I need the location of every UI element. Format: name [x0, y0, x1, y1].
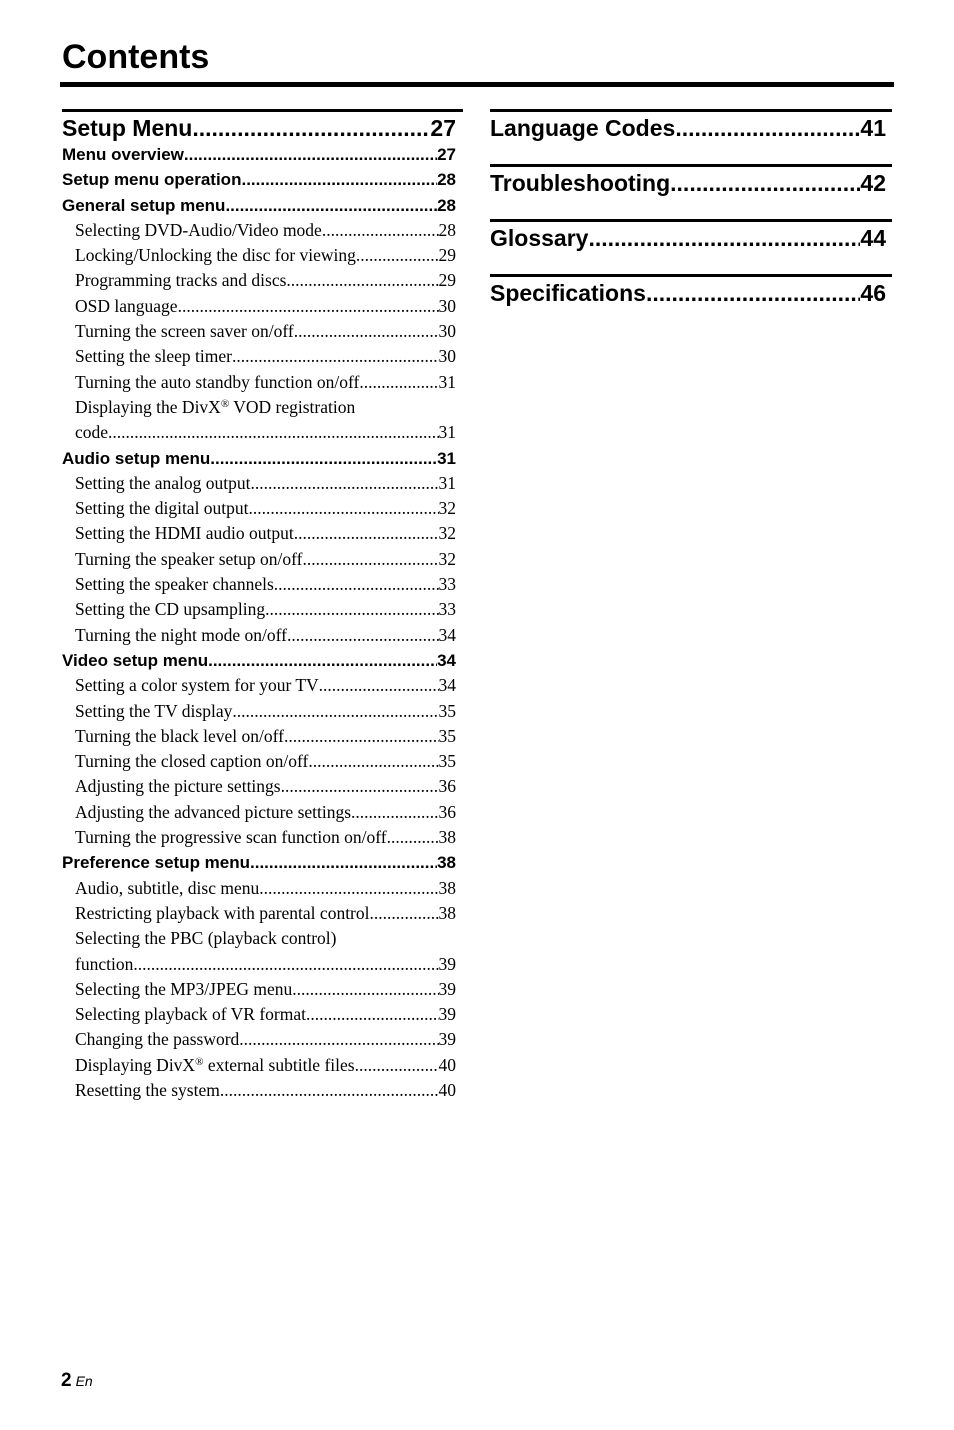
- toc-page: 38: [438, 827, 456, 848]
- toc-label: Restricting playback with parental control: [75, 902, 370, 923]
- leader-dots: [250, 471, 438, 496]
- toc-section-block: [490, 274, 886, 329]
- toc-label: Setting the analog output: [75, 472, 251, 493]
- toc-label: Troubleshooting: [490, 170, 671, 196]
- toc-subsection[interactable]: [62, 446, 456, 471]
- leader-dots: [232, 344, 439, 369]
- toc-page: 27: [430, 115, 456, 141]
- toc-page: 28: [437, 170, 456, 190]
- leader-dots: [108, 420, 438, 445]
- registered-mark: ®: [195, 1055, 204, 1068]
- toc-page: 32: [438, 498, 456, 519]
- toc-entry[interactable]: [62, 876, 456, 901]
- toc-label: Setup Menu: [62, 115, 193, 141]
- toc-entry[interactable]: [62, 294, 456, 319]
- toc-page: 39: [438, 1029, 456, 1050]
- leader-dots: [241, 167, 437, 192]
- toc-label: Adjusting the advanced picture settings: [75, 801, 352, 822]
- toc-page: 38: [438, 902, 456, 923]
- toc-entry[interactable]: [62, 673, 456, 698]
- toc-entry[interactable]: [62, 521, 456, 546]
- toc-entry[interactable]: [62, 547, 456, 572]
- toc-label: Adjusting the picture settings: [75, 776, 281, 797]
- toc-page: 34: [438, 675, 456, 696]
- leader-dots: [308, 749, 438, 774]
- toc-entry[interactable]: [62, 952, 456, 977]
- toc-label: Selecting playback of VR format: [75, 1004, 307, 1025]
- toc-label: Turning the closed caption on/off: [75, 751, 309, 772]
- toc-label: Setup menu operation: [62, 170, 242, 190]
- leader-dots: [178, 294, 439, 319]
- toc-label: Turning the black level on/off: [75, 725, 285, 746]
- leader-dots: [588, 224, 860, 252]
- section-divider: [62, 109, 463, 112]
- toc-label: Turning the screen saver on/off: [75, 321, 294, 342]
- toc-subsection[interactable]: [62, 142, 456, 167]
- toc-label: Audio setup menu: [62, 448, 211, 468]
- leader-dots: [356, 243, 439, 268]
- toc-section-block: [490, 164, 886, 219]
- toc-label: Language Codes: [490, 115, 676, 141]
- leader-dots: [249, 496, 439, 521]
- leader-dots: [646, 279, 860, 307]
- language-code: En: [75, 1373, 93, 1389]
- toc-page: 38: [437, 853, 456, 873]
- leader-dots: [225, 193, 437, 218]
- toc-entry[interactable]: [62, 623, 456, 648]
- toc-label: OSD language: [75, 295, 178, 316]
- toc-section-troubleshooting[interactable]: [490, 169, 886, 197]
- page-footer: [61, 1370, 93, 1392]
- toc-entry[interactable]: [62, 901, 456, 926]
- toc-label: Turning the night mode on/off: [75, 624, 287, 645]
- leader-dots: [294, 521, 439, 546]
- leader-dots: [319, 673, 439, 698]
- toc-page: 42: [860, 170, 886, 196]
- toc-label: Setting the speaker channels: [75, 574, 274, 595]
- toc-page: 41: [860, 115, 886, 141]
- toc-page: 31: [437, 448, 456, 468]
- toc-label: Setting the TV display: [75, 700, 233, 721]
- toc-entry[interactable]: [62, 319, 456, 344]
- toc-entry[interactable]: [62, 1078, 456, 1103]
- toc-page: 30: [438, 346, 456, 367]
- toc-entry[interactable]: [62, 471, 456, 496]
- page-number: 2: [61, 1370, 72, 1391]
- toc-label: Setting the CD upsampling: [75, 599, 266, 620]
- registered-mark: ®: [220, 397, 230, 410]
- section-divider: [490, 109, 892, 112]
- toc-label: Selecting the MP3/JPEG menu: [75, 978, 293, 999]
- leader-dots: [239, 1027, 438, 1052]
- toc-entry[interactable]: [62, 420, 456, 445]
- toc-section-setup-menu[interactable]: [62, 114, 456, 142]
- toc-page: 33: [438, 574, 456, 595]
- toc-entry[interactable]: [62, 218, 456, 243]
- toc-label-part: external subtitle files: [203, 1054, 355, 1075]
- toc-entry-line[interactable]: [62, 395, 456, 420]
- toc-label: Turning the progressive scan function on/off: [75, 827, 387, 848]
- toc-label: Setting the digital output: [75, 498, 249, 519]
- toc-page: 39: [438, 1004, 456, 1025]
- toc-section-block: [490, 109, 886, 164]
- leader-dots: [287, 623, 439, 648]
- toc-page: 31: [438, 422, 456, 443]
- toc-label: Glossary: [490, 225, 589, 251]
- toc-label: VOD registration: [229, 396, 356, 417]
- section-divider: [490, 274, 892, 277]
- toc-page: 35: [438, 751, 456, 772]
- leader-dots: [322, 218, 439, 243]
- leader-dots: [284, 724, 438, 749]
- leader-dots: [359, 370, 438, 395]
- toc-section-specifications[interactable]: [490, 279, 886, 307]
- toc-page: 30: [438, 295, 456, 316]
- toc-entry[interactable]: [62, 496, 456, 521]
- toc-page: 28: [438, 219, 456, 240]
- toc-page: 36: [438, 776, 456, 797]
- leader-dots: [370, 901, 439, 926]
- toc-label: Resetting the system: [75, 1079, 220, 1100]
- toc-entry-list: [62, 142, 456, 1103]
- toc-subsection[interactable]: [62, 167, 456, 192]
- section-divider: [490, 164, 892, 167]
- toc-subsection[interactable]: [62, 850, 456, 875]
- toc-label: Preference setup menu: [62, 853, 251, 873]
- leader-dots: [192, 114, 430, 142]
- toc-entry[interactable]: [62, 800, 456, 825]
- toc-page: 39: [438, 953, 456, 974]
- toc-page: 33: [438, 599, 456, 620]
- leader-dots: [232, 699, 438, 724]
- toc-label: Video setup menu: [62, 650, 209, 670]
- toc-page: 34: [437, 650, 456, 670]
- section-divider: [490, 219, 892, 222]
- toc-page: 29: [438, 270, 456, 291]
- toc-label-part: Displaying DivX: [75, 1054, 196, 1075]
- leader-dots: [351, 800, 438, 825]
- toc-label: General setup menu: [62, 195, 226, 215]
- toc-label: code: [75, 422, 109, 443]
- leader-dots: [210, 446, 437, 471]
- toc-subsection[interactable]: [62, 648, 456, 673]
- toc-page: 36: [438, 801, 456, 822]
- toc-page: 29: [438, 245, 456, 266]
- toc-label: Locking/Unlocking the disc for viewing: [75, 245, 356, 266]
- toc-entry[interactable]: [62, 572, 456, 597]
- leader-dots: [292, 977, 438, 1002]
- toc-entry[interactable]: [62, 724, 456, 749]
- left-toc-column: [62, 109, 456, 1103]
- toc-label: [75, 1053, 355, 1078]
- leader-dots: [133, 952, 438, 977]
- toc-page: 30: [438, 321, 456, 342]
- toc-entry-line[interactable]: Selecting the PBC (playback control): [75, 928, 337, 949]
- toc-label: Programming tracks and discs: [75, 270, 287, 291]
- toc-page: 34: [438, 624, 456, 645]
- toc-page: 44: [860, 225, 886, 251]
- leader-dots: [274, 572, 439, 597]
- title-divider: [60, 82, 894, 87]
- toc-entry[interactable]: [62, 774, 456, 799]
- leader-dots: [302, 547, 438, 572]
- toc-label: Menu overview: [62, 145, 184, 164]
- leader-dots: [250, 850, 437, 875]
- toc-section-glossary[interactable]: [490, 224, 886, 252]
- toc-entry[interactable]: [62, 1027, 456, 1052]
- toc-section-block: [490, 219, 886, 274]
- leader-dots: [294, 319, 439, 344]
- toc-label: Selecting DVD-Audio/Video mode: [75, 219, 322, 240]
- leader-dots: [286, 268, 438, 293]
- toc-label: Setting the HDMI audio output: [75, 523, 294, 544]
- toc-entry[interactable]: [62, 268, 456, 293]
- toc-entry[interactable]: [62, 597, 456, 622]
- toc-page: 32: [438, 523, 456, 544]
- leader-dots: [675, 114, 860, 142]
- toc-page: 46: [860, 280, 886, 306]
- leader-dots: [208, 648, 437, 673]
- toc-entry[interactable]: [62, 1002, 456, 1027]
- toc-page: 40: [438, 1054, 456, 1075]
- toc-page: 39: [438, 978, 456, 999]
- toc-subsection[interactable]: [62, 193, 456, 218]
- toc-page: 31: [438, 371, 456, 392]
- toc-entry[interactable]: [62, 370, 456, 395]
- leader-dots: [184, 142, 437, 167]
- toc-entry[interactable]: [62, 1053, 456, 1078]
- toc-page: 28: [437, 195, 456, 215]
- toc-entry[interactable]: [62, 825, 456, 850]
- right-toc-column: [490, 109, 886, 329]
- leader-dots: [281, 774, 439, 799]
- toc-entry[interactable]: [62, 977, 456, 1002]
- toc-label: Changing the password: [75, 1029, 240, 1050]
- toc-entry[interactable]: [62, 344, 456, 369]
- leader-dots: [387, 825, 439, 850]
- toc-label: Turning the auto standby function on/off: [75, 371, 360, 392]
- toc-page: 40: [438, 1079, 456, 1100]
- toc-page: 32: [438, 548, 456, 569]
- toc-label: Setting a color system for your TV: [75, 675, 319, 696]
- leader-dots: [265, 597, 438, 622]
- toc-entry[interactable]: [62, 749, 456, 774]
- leader-dots: [355, 1053, 439, 1078]
- page-title: Contents: [62, 38, 210, 76]
- toc-page: 35: [438, 700, 456, 721]
- toc-label: Turning the speaker setup on/off: [75, 548, 303, 569]
- toc-label: Specifications: [490, 280, 646, 306]
- toc-label: function: [75, 953, 134, 974]
- leader-dots: [220, 1078, 439, 1103]
- toc-entry[interactable]: [62, 243, 456, 268]
- toc-section-language-codes[interactable]: [490, 114, 886, 142]
- toc-label: Setting the sleep timer: [75, 346, 232, 367]
- toc-page: 27: [437, 145, 456, 164]
- toc-label: Audio, subtitle, disc menu: [75, 877, 260, 898]
- toc-page: 31: [438, 472, 456, 493]
- toc-page: 35: [438, 725, 456, 746]
- toc-entry[interactable]: [62, 699, 456, 724]
- leader-dots: [259, 876, 438, 901]
- leader-dots: [670, 169, 860, 197]
- toc-page: 38: [438, 877, 456, 898]
- toc-label: Displaying the DivX: [75, 396, 221, 417]
- leader-dots: [306, 1002, 438, 1027]
